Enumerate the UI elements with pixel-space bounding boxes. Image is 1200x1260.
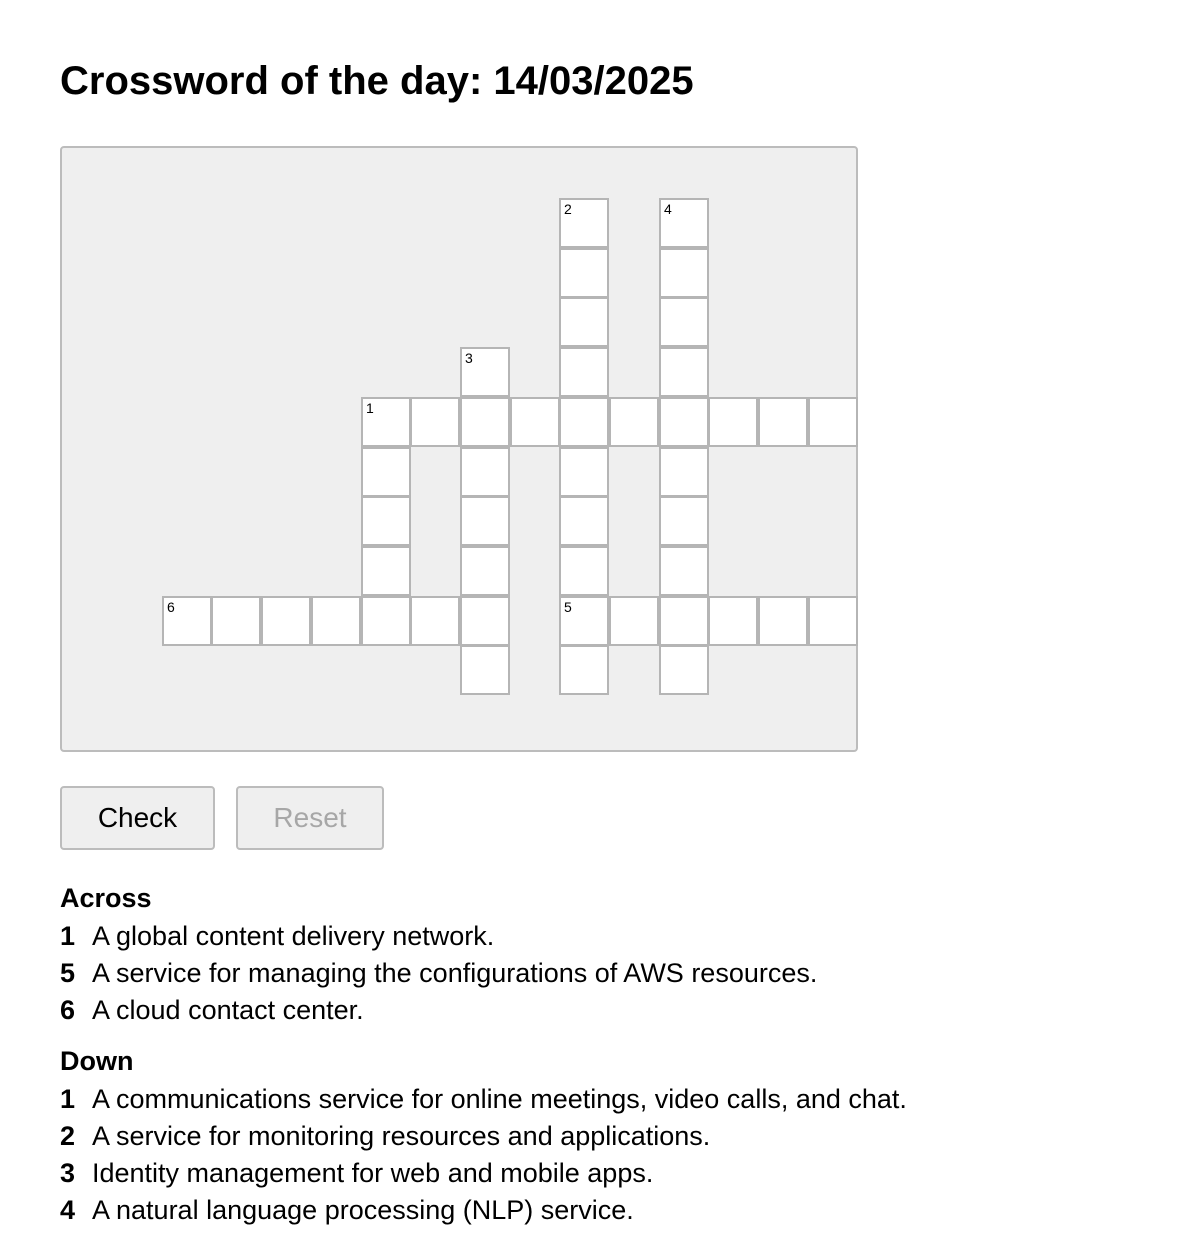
grid-cell-input[interactable]	[412, 598, 458, 644]
check-button[interactable]: Check	[60, 786, 215, 850]
grid-cell-input[interactable]	[363, 548, 409, 594]
grid-cell[interactable]	[361, 397, 411, 447]
grid-cell-input[interactable]	[462, 399, 508, 445]
grid-cell[interactable]	[659, 347, 709, 397]
grid-cell[interactable]	[758, 596, 808, 646]
across-clue	[60, 992, 1160, 1029]
grid-cell[interactable]	[609, 397, 659, 447]
grid-cell[interactable]	[808, 596, 858, 646]
grid-cell-input[interactable]	[561, 349, 607, 395]
grid-cell-input[interactable]	[561, 250, 607, 296]
grid-cell-input[interactable]	[561, 498, 607, 544]
grid-cell-input[interactable]	[561, 449, 607, 495]
grid-cell[interactable]	[659, 546, 709, 596]
cell-number: 3	[465, 350, 473, 366]
grid-cell-input[interactable]	[462, 349, 508, 395]
grid-cell[interactable]	[460, 496, 510, 546]
grid-cell[interactable]	[659, 447, 709, 497]
grid-cell-input[interactable]	[561, 598, 607, 644]
grid-cell-input[interactable]	[363, 399, 409, 445]
grid-cell-input[interactable]	[213, 598, 259, 644]
clue-number: 1	[60, 921, 76, 951]
clue-number: 4	[60, 1195, 76, 1225]
grid-cell[interactable]	[261, 596, 311, 646]
grid-cell-input[interactable]	[462, 647, 508, 693]
down-clue	[60, 1192, 1160, 1229]
grid-cell[interactable]	[659, 645, 709, 695]
clue-text: A communications service for online meetings, video calls, and chat.	[92, 1084, 907, 1114]
grid-cell[interactable]	[211, 596, 261, 646]
grid-cell[interactable]	[361, 546, 411, 596]
clue-text: A global content delivery network.	[92, 921, 495, 951]
grid-cell-input[interactable]	[561, 647, 607, 693]
clue-number: 1	[60, 1084, 76, 1114]
grid-cell-input[interactable]	[313, 598, 359, 644]
cell-number: 1	[366, 400, 374, 416]
grid-cell[interactable]	[708, 397, 758, 447]
down-clue-list	[60, 1081, 1160, 1229]
grid-cell[interactable]	[659, 198, 709, 248]
grid-cell-input[interactable]	[760, 399, 806, 445]
grid-cell[interactable]	[758, 397, 808, 447]
page-title: Crossword of the day: 14/03/2025	[60, 59, 694, 103]
grid-cell[interactable]	[659, 397, 709, 447]
across-heading: Across	[60, 883, 152, 913]
grid-cell[interactable]	[410, 397, 460, 447]
grid-cell-input[interactable]	[462, 548, 508, 594]
grid-cell[interactable]	[659, 248, 709, 298]
grid-cell-input[interactable]	[561, 299, 607, 345]
grid-cell[interactable]	[460, 645, 510, 695]
grid-cell-input[interactable]	[561, 399, 607, 445]
clue-text: Identity management for web and mobile apps.	[92, 1158, 654, 1188]
clue-text: A natural language processing (NLP) service.	[92, 1195, 634, 1225]
grid-cell-input[interactable]	[512, 399, 558, 445]
grid-cell-input[interactable]	[661, 449, 707, 495]
clue-number: 3	[60, 1158, 76, 1188]
down-clue	[60, 1081, 1160, 1118]
grid-cell-input[interactable]	[462, 449, 508, 495]
grid-cell-input[interactable]	[412, 399, 458, 445]
down-clue	[60, 1155, 1160, 1192]
grid-cell-input[interactable]	[661, 548, 707, 594]
clues-panel	[60, 878, 1160, 1241]
grid-cell[interactable]	[510, 397, 560, 447]
grid-cell[interactable]	[559, 397, 609, 447]
grid-cell[interactable]	[410, 596, 460, 646]
grid-cell[interactable]	[659, 596, 709, 646]
reset-button[interactable]: Reset	[236, 786, 384, 850]
grid-cell[interactable]	[559, 645, 609, 695]
grid-cell-input[interactable]	[363, 449, 409, 495]
grid-cell-input[interactable]	[710, 399, 756, 445]
grid-cell[interactable]	[559, 297, 609, 347]
clue-text: A cloud contact center.	[92, 995, 364, 1025]
clue-number: 5	[60, 958, 76, 988]
grid-cell-input[interactable]	[611, 399, 657, 445]
grid-cell[interactable]	[559, 248, 609, 298]
cell-number: 4	[664, 201, 672, 217]
grid-cell-input[interactable]	[760, 598, 806, 644]
grid-cell-input[interactable]	[263, 598, 309, 644]
grid-cell[interactable]	[460, 546, 510, 596]
grid-cell[interactable]	[162, 596, 212, 646]
grid-cell-input[interactable]	[363, 498, 409, 544]
grid-cell-input[interactable]	[661, 299, 707, 345]
grid-cell[interactable]	[659, 297, 709, 347]
grid-cell[interactable]	[361, 596, 411, 646]
grid-cell-input[interactable]	[561, 548, 607, 594]
grid-cell-input[interactable]	[661, 349, 707, 395]
across-clue-list	[60, 918, 1160, 1029]
grid-cell[interactable]	[361, 496, 411, 546]
grid-cell[interactable]	[460, 347, 510, 397]
grid-cell-input[interactable]	[661, 598, 707, 644]
grid-cell-input[interactable]	[810, 399, 856, 445]
grid-cell[interactable]	[460, 447, 510, 497]
grid-cell-input[interactable]	[462, 598, 508, 644]
grid-cell-input[interactable]	[561, 200, 607, 246]
clue-number: 2	[60, 1121, 76, 1151]
grid-cell[interactable]	[808, 397, 858, 447]
cell-number: 2	[564, 201, 572, 217]
grid-cell[interactable]	[559, 347, 609, 397]
clue-text: A service for managing the configurations of AWS resources.	[92, 958, 818, 988]
grid-cell-input[interactable]	[164, 598, 210, 644]
grid-cell-input[interactable]	[363, 598, 409, 644]
grid-cell[interactable]	[559, 546, 609, 596]
grid-cell-input[interactable]	[710, 598, 756, 644]
across-clue	[60, 955, 1160, 992]
grid-cell[interactable]	[559, 496, 609, 546]
across-clue	[60, 918, 1160, 955]
grid-cell[interactable]	[559, 447, 609, 497]
grid-cell-input[interactable]	[661, 498, 707, 544]
grid-cell[interactable]	[460, 596, 510, 646]
grid-cell[interactable]	[659, 496, 709, 546]
grid-cell[interactable]	[361, 447, 411, 497]
grid-cell[interactable]	[311, 596, 361, 646]
grid-cell-input[interactable]	[661, 200, 707, 246]
grid-cell-input[interactable]	[661, 399, 707, 445]
down-heading: Down	[60, 1046, 134, 1076]
grid-cell-input[interactable]	[661, 647, 707, 693]
grid-cell[interactable]	[708, 596, 758, 646]
crossword-grid	[60, 146, 858, 752]
grid-cell[interactable]	[559, 596, 609, 646]
cell-number: 5	[564, 599, 572, 615]
grid-cell[interactable]	[609, 596, 659, 646]
down-clue	[60, 1118, 1160, 1155]
cell-number: 6	[167, 599, 175, 615]
grid-cell[interactable]	[559, 198, 609, 248]
grid-cell[interactable]	[460, 397, 510, 447]
grid-cell-input[interactable]	[611, 598, 657, 644]
grid-cell-input[interactable]	[661, 250, 707, 296]
clue-text: A service for monitoring resources and applications.	[92, 1121, 711, 1151]
grid-cell-input[interactable]	[462, 498, 508, 544]
clue-number: 6	[60, 995, 76, 1025]
grid-cell-input[interactable]	[810, 598, 856, 644]
